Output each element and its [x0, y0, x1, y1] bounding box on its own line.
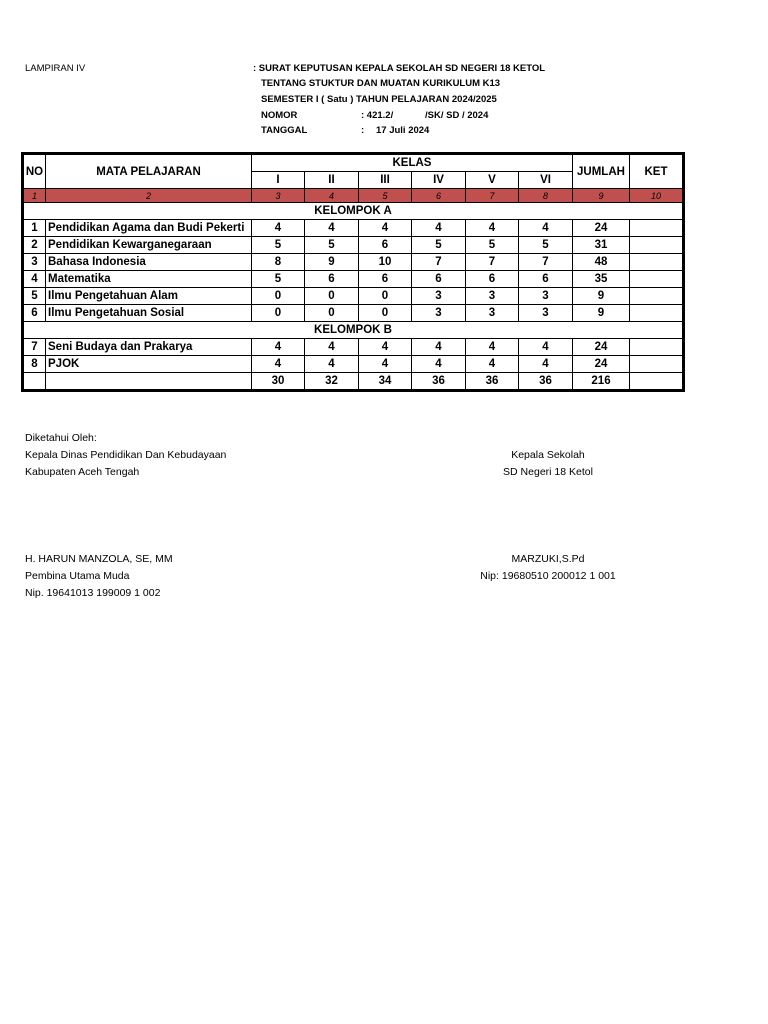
row-value-cell: 5	[466, 237, 519, 254]
totals-row	[24, 373, 683, 390]
sig-right-name: MARZUKI,S.Pd	[511, 553, 585, 565]
index-cell: 7	[466, 189, 519, 203]
index-cell: 1	[24, 189, 46, 203]
col-header-jumlah: JUMLAH	[573, 155, 630, 189]
lampiran-label: LAMPIRAN IV	[25, 63, 86, 74]
row-value-cell: 0	[252, 305, 305, 322]
kelas-header: VI	[519, 172, 573, 189]
row-ket-cell	[630, 271, 683, 288]
kelas-header: V	[466, 172, 519, 189]
row-value-cell: 6	[466, 271, 519, 288]
sig-left-line1: Diketahui Oleh:	[25, 432, 97, 444]
row-subject-cell: Ilmu Pengetahuan Sosial	[46, 305, 252, 322]
table-row	[24, 339, 683, 356]
header-title-line2: TENTANG STUKTUR DAN MUATAN KURIKULUM K13	[261, 78, 501, 89]
row-value-cell: 4	[359, 339, 412, 356]
kelas-header: III	[359, 172, 412, 189]
row-ket-cell	[630, 339, 683, 356]
tanggal-label: TANGGAL	[261, 125, 308, 136]
sig-right-line1: Kepala Sekolah	[511, 449, 585, 461]
row-value-cell: 6	[519, 271, 573, 288]
table-row	[24, 305, 683, 322]
row-total-cell: 24	[573, 339, 630, 356]
row-value-cell: 10	[359, 254, 412, 271]
index-cell: 9	[573, 189, 630, 203]
kelas-header: I	[252, 172, 305, 189]
row-total-cell: 48	[573, 254, 630, 271]
row-total-cell: 24	[573, 356, 630, 373]
totals-cell: 36	[519, 373, 573, 390]
col-header-mapel: MATA PELAJARAN	[46, 155, 252, 189]
row-value-cell: 5	[519, 237, 573, 254]
row-no-cell: 2	[24, 237, 46, 254]
nomor-label: NOMOR	[261, 110, 298, 121]
row-ket-cell	[630, 305, 683, 322]
row-no-cell: 5	[24, 288, 46, 305]
row-value-cell: 3	[412, 288, 466, 305]
row-value-cell: 6	[359, 271, 412, 288]
sig-left-nip: Nip. 19641013 199009 1 002	[25, 587, 161, 599]
row-value-cell: 5	[252, 271, 305, 288]
row-value-cell: 9	[305, 254, 359, 271]
row-no-cell: 4	[24, 271, 46, 288]
index-cell: 8	[519, 189, 573, 203]
row-subject-cell: Pendidikan Kewarganegaraan	[46, 237, 252, 254]
index-cell: 10	[630, 189, 683, 203]
row-value-cell: 4	[305, 339, 359, 356]
row-value-cell: 0	[252, 288, 305, 305]
totals-cell: 34	[359, 373, 412, 390]
table-row	[24, 237, 683, 254]
row-value-cell: 5	[305, 237, 359, 254]
row-total-cell: 9	[573, 305, 630, 322]
row-value-cell: 4	[519, 220, 573, 237]
index-cell: 3	[252, 189, 305, 203]
row-value-cell: 4	[466, 356, 519, 373]
row-value-cell: 0	[359, 288, 412, 305]
group-a-heading: KELOMPOK A	[24, 203, 683, 220]
totals-no-cell	[24, 373, 46, 390]
row-ket-cell	[630, 288, 683, 305]
row-ket-cell	[630, 220, 683, 237]
nomor-value: : 421.2/	[361, 110, 394, 121]
row-value-cell: 3	[519, 288, 573, 305]
sig-left-line3: Kabupaten Aceh Tengah	[25, 466, 140, 478]
row-value-cell: 8	[252, 254, 305, 271]
row-total-cell: 9	[573, 288, 630, 305]
grand-total-cell: 216	[573, 373, 630, 390]
table-row	[24, 356, 683, 373]
row-value-cell: 3	[519, 305, 573, 322]
row-ket-cell	[630, 237, 683, 254]
row-value-cell: 5	[252, 237, 305, 254]
row-subject-cell: Bahasa Indonesia	[46, 254, 252, 271]
row-value-cell: 6	[305, 271, 359, 288]
index-cell: 5	[359, 189, 412, 203]
row-value-cell: 4	[305, 220, 359, 237]
row-no-cell: 3	[24, 254, 46, 271]
row-value-cell: 4	[252, 220, 305, 237]
row-value-cell: 4	[412, 356, 466, 373]
group-b-heading: KELOMPOK B	[24, 322, 683, 339]
header-title-line3: SEMESTER I ( Satu ) TAHUN PELAJARAN 2024/2025	[261, 94, 497, 105]
row-value-cell: 0	[359, 305, 412, 322]
curriculum-table	[23, 154, 683, 390]
totals-label-cell	[46, 373, 252, 390]
sig-left-rank: Pembina Utama Muda	[25, 570, 130, 582]
header-title-line1: : SURAT KEPUTUSAN KEPALA SEKOLAH SD NEGERI 18 KETOL	[253, 63, 546, 74]
row-ket-cell	[630, 254, 683, 271]
row-subject-cell: Seni Budaya dan Prakarya	[46, 339, 252, 356]
row-value-cell: 6	[359, 237, 412, 254]
row-value-cell: 4	[252, 356, 305, 373]
row-subject-cell: PJOK	[46, 356, 252, 373]
row-value-cell: 7	[412, 254, 466, 271]
kelas-header: II	[305, 172, 359, 189]
row-value-cell: 3	[412, 305, 466, 322]
column-index-row	[24, 189, 683, 203]
tanggal-value: 17 Juli 2024	[376, 125, 430, 136]
row-ket-cell	[630, 356, 683, 373]
table-row	[24, 254, 683, 271]
index-cell: 4	[305, 189, 359, 203]
kelas-header: IV	[412, 172, 466, 189]
row-total-cell: 24	[573, 220, 630, 237]
row-subject-cell: Ilmu Pengetahuan Alam	[46, 288, 252, 305]
row-value-cell: 0	[305, 288, 359, 305]
row-value-cell: 7	[519, 254, 573, 271]
row-value-cell: 4	[466, 220, 519, 237]
row-value-cell: 3	[466, 288, 519, 305]
row-no-cell: 8	[24, 356, 46, 373]
row-no-cell: 7	[24, 339, 46, 356]
row-value-cell: 7	[466, 254, 519, 271]
row-total-cell: 31	[573, 237, 630, 254]
row-value-cell: 0	[305, 305, 359, 322]
row-value-cell: 4	[359, 220, 412, 237]
nomor-suffix: /SK/ SD / 2024	[425, 110, 489, 121]
row-value-cell: 4	[252, 339, 305, 356]
row-value-cell: 4	[305, 356, 359, 373]
sig-left-name: H. HARUN MANZOLA, SE, MM	[25, 553, 173, 565]
col-header-kelas: KELAS	[252, 155, 573, 172]
row-subject-cell: Pendidikan Agama dan Budi Pekerti	[46, 220, 252, 237]
row-value-cell: 4	[412, 339, 466, 356]
totals-ket-cell	[630, 373, 683, 390]
row-value-cell: 4	[359, 356, 412, 373]
totals-cell: 30	[252, 373, 305, 390]
row-no-cell: 6	[24, 305, 46, 322]
row-value-cell: 4	[519, 356, 573, 373]
sig-left-line2: Kepala Dinas Pendidikan Dan Kebudayaan	[25, 449, 227, 461]
row-value-cell: 5	[412, 237, 466, 254]
sig-right-line2: SD Negeri 18 Ketol	[503, 466, 593, 478]
index-cell: 6	[412, 189, 466, 203]
tanggal-colon: :	[361, 125, 365, 136]
table-row	[24, 288, 683, 305]
totals-cell: 36	[412, 373, 466, 390]
row-value-cell: 6	[412, 271, 466, 288]
row-value-cell: 4	[466, 339, 519, 356]
row-no-cell: 1	[24, 220, 46, 237]
sig-right-nip: Nip: 19680510 200012 1 001	[480, 570, 616, 582]
table-row	[24, 271, 683, 288]
row-value-cell: 3	[466, 305, 519, 322]
row-subject-cell: Matematika	[46, 271, 252, 288]
totals-cell: 32	[305, 373, 359, 390]
row-value-cell: 4	[412, 220, 466, 237]
col-header-ket: KET	[630, 155, 683, 189]
row-value-cell: 4	[519, 339, 573, 356]
table-row	[24, 220, 683, 237]
totals-cell: 36	[466, 373, 519, 390]
index-cell: 2	[46, 189, 252, 203]
col-header-no: NO	[24, 155, 46, 189]
row-total-cell: 35	[573, 271, 630, 288]
